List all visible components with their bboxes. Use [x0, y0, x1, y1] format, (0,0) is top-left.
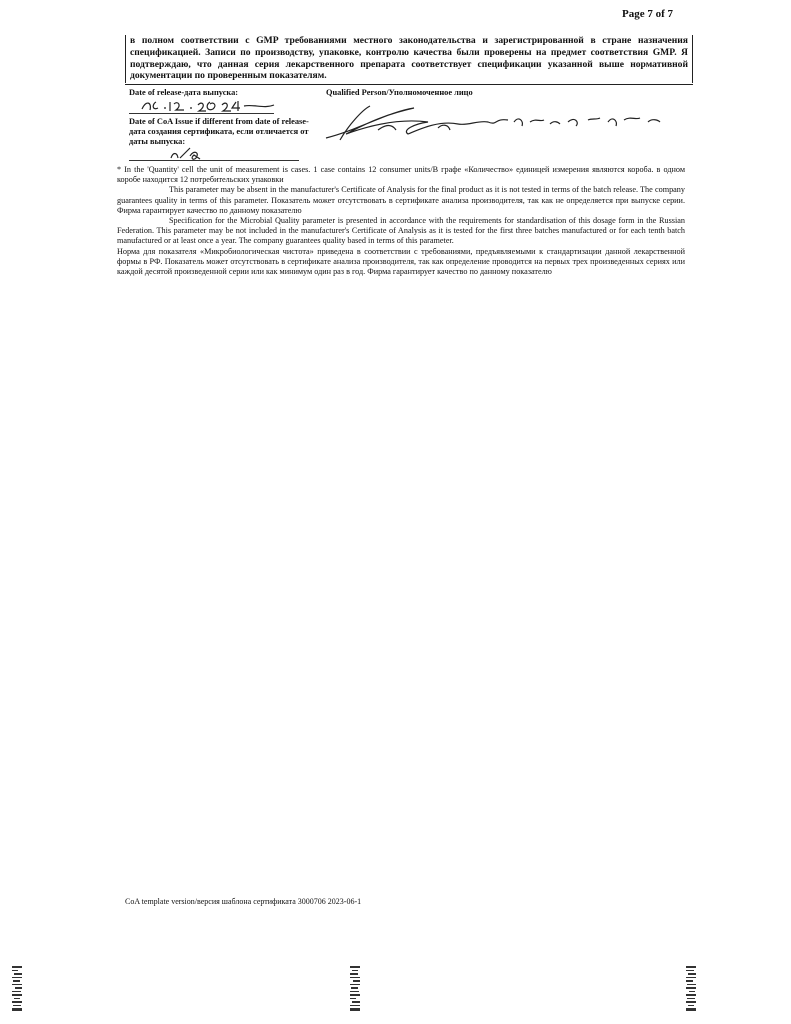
- qualified-person-label: Qualified Person/Уполномоченное лицо: [326, 88, 473, 97]
- release-date-handwritten: [140, 98, 280, 114]
- margin-barcode-right: [684, 966, 698, 1012]
- note-batch-release: This parameter may be absent in the manufacturer's Certificate of Analysis for the final product as it is not tested in terms of the batch release. The company guarantees quality in terms of this parameter. Показатель может отсутствовать в сертификате анализа производителя, так как не определяется при выпуске серии. Фирма гарантирует качество по данному показателю: [117, 185, 685, 215]
- note-microbial-quality-en: Specification for the Microbial Quality parameter is presented in accordance with the requirements for standardisation of this dosage form in the Russian Federation. This parameter may be not included in the manufacturer's Certificate of Analysis as it is tested for the first three batches manufactured or for each tenth batch manufactured or at least once a year. The company guarantees quality based in terms of this parameter.: [117, 216, 685, 246]
- page-number: Page 7 of 7: [621, 8, 673, 20]
- qualified-person-signature: [318, 100, 678, 146]
- template-version: CoA template version/версия шаблона сертификата 3000706 2023-06-1: [125, 897, 362, 906]
- margin-barcode-center: [348, 966, 362, 1012]
- coa-issue-date-label: Date of CoA Issue if different from date of release-дата создания сертификата, если отличается от даты выпуска:: [129, 117, 309, 146]
- declaration-divider: [125, 84, 693, 85]
- margin-barcode-left: [10, 966, 24, 1012]
- release-date-label: Date of release-дата выпуска:: [129, 88, 239, 97]
- note-quantity: * In the 'Quantity' cell the unit of measurement is cases. 1 case contains 12 consumer units/В графе «Количество» единицей измерения являются короба. в одном коробе находится 12 потребительских упаковки: [117, 165, 685, 185]
- note-microbial-quality-ru: Норма для показателя «Микробиологическая чистота» приведена в соответствии с требованиями, предъявляемыми к стандартизации данной лекарственной формы в РФ. Показатель может отсутствовать в сертификате анализа производителя, так как определение проводится на первых трех произведенных сериях или каждой десятой произведенной серии или как минимум один раз в год. Фирма гарантирует качество по данному показателю: [117, 246, 685, 277]
- release-date-underline: [129, 113, 274, 114]
- gmp-declaration: в полном соответствии с GMP требованиями местного законодательства и зарегистрированной в стране назначения спецификацией. Записи по производству, упаковке, контролю качества были проверены на предмет соответствия GMP. Я подтверждаю, что данная серия лекарственного препарата соответствует спецификации указанной выше нормативной документации по проверенным показателям.: [125, 35, 693, 83]
- coa-issue-date-underline: [129, 160, 299, 161]
- certificate-notes: [117, 165, 685, 277]
